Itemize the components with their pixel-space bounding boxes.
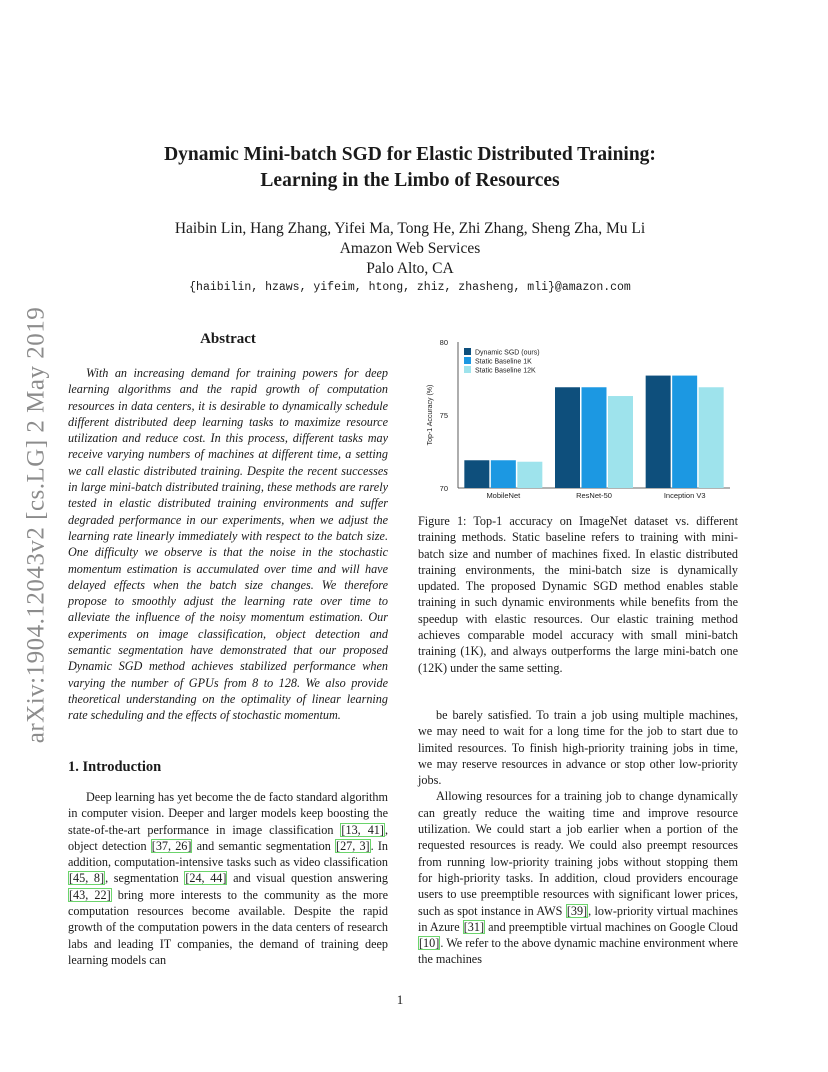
title-line-2: Learning in the Limbo of Resources xyxy=(260,170,560,191)
legend-label: Static Baseline 12K xyxy=(475,367,536,375)
arxiv-stamp xyxy=(20,285,52,765)
x-tick-label: Inception V3 xyxy=(663,491,706,500)
introduction-body xyxy=(68,789,388,968)
accuracy-bar-chart xyxy=(418,333,738,503)
citation-link[interactable]: [27, 3] xyxy=(336,838,370,853)
bar xyxy=(608,396,633,488)
intro-text: and visual question answering xyxy=(227,871,388,886)
legend-label: Dynamic SGD (ours) xyxy=(475,349,540,357)
y-tick-label: 75 xyxy=(439,411,448,420)
y-tick-label: 70 xyxy=(439,484,448,493)
legend-swatch xyxy=(464,348,471,355)
introduction-heading: 1. Introduction xyxy=(68,759,162,775)
bar xyxy=(517,462,542,488)
intro-text: Deep learning has yet become the de facto standard algorithm in computer vision. Deeper and larger models keep boosting the state-of-the-art performance in image classification xyxy=(68,790,388,837)
right-text: and preemptible virtual machines on Google Cloud xyxy=(485,919,738,934)
citation-link[interactable]: [31] xyxy=(463,919,485,934)
bar xyxy=(582,387,607,488)
legend-swatch xyxy=(464,366,471,373)
citation-link[interactable]: [43, 22] xyxy=(69,887,111,902)
citation-link[interactable]: [10] xyxy=(419,936,440,951)
paper-title xyxy=(100,142,720,194)
author-emails: {haibilin, hzaws, yifeim, htong, zhiz, zhasheng, mli}@amazon.com xyxy=(189,281,631,294)
intro-text: , object detection xyxy=(68,822,388,853)
right-text: Allowing resources for a training job to change dynamically can greatly reduce the waiting time and improve resource utilization. We could start a job earlier when a portion of the requested resources is ready. We could also preempt resources from running low-priority training jobs without stopping them for high-priority tasks. In addition, cloud providers encourage users to use preemptible resources with significant lower prices, such as spot instance in AWS xyxy=(418,789,738,918)
page-number: 1 xyxy=(396,992,404,1007)
figure-1 xyxy=(418,333,738,503)
x-tick-label: ResNet-50 xyxy=(576,491,612,500)
bar xyxy=(555,387,580,488)
right-paragraph-2 xyxy=(418,788,738,967)
citation-link[interactable]: [45, 8] xyxy=(69,871,105,886)
x-tick-label: MobileNet xyxy=(486,491,521,500)
citation-link[interactable]: [24, 44] xyxy=(185,871,227,886)
arxiv-stamp-text: arXiv:1904.12043v2 [cs.LG] 2 May 2019 xyxy=(22,306,49,744)
citation-link[interactable]: [37, 26] xyxy=(151,838,192,853)
location: Palo Alto, CA xyxy=(366,260,454,277)
y-tick-label: 80 xyxy=(439,338,448,347)
bar xyxy=(491,460,516,488)
right-column-body xyxy=(418,707,738,968)
y-axis-label: Top-1 Accuracy (%) xyxy=(427,384,434,446)
citation-link[interactable]: [39] xyxy=(566,903,588,918)
legend-label: Static Baseline 1K xyxy=(475,358,532,366)
authors: Haibin Lin, Hang Zhang, Yifei Ma, Tong He, Zhi Zhang, Sheng Zha, Mu Li xyxy=(174,220,646,237)
abstract-heading: Abstract xyxy=(200,331,256,347)
bar xyxy=(464,460,489,488)
intro-text: bring more interests to the community as the more computation resources become available. Despite the rapid growth of the computation powers in the data centers of research labs and leading IT companies, the demand of training deep learning models can xyxy=(68,887,388,967)
abstract-body xyxy=(68,365,388,724)
introduction-paragraph xyxy=(68,789,388,968)
right-text: . We refer to the above dynamic machine environment where the machines xyxy=(418,936,738,967)
citation-link[interactable]: [13, 41] xyxy=(341,822,384,837)
bar xyxy=(699,387,724,488)
legend-swatch xyxy=(464,357,471,364)
right-text: , low-priority virtual machines in Azure xyxy=(418,903,738,934)
bar xyxy=(646,376,671,488)
intro-text: . In addition, computation-intensive tasks such as video classification xyxy=(68,838,388,870)
figure-caption: Figure 1: Top-1 accuracy on ImageNet dataset vs. different training methods. Static baseline refers to training with mini-batch size and number of machines fixed. In elastic distributed training environments, the mini-batch size is dynamically updated. The proposed Dynamic SGD method enables stable training in such dynamic environments while benefits from the speedup with elastic resources. Our elastic training method achieves comparable model accuracy with small mini-batch training (1K), and always outperforms the large mini-batch one (12K) under the same setting. xyxy=(418,514,738,675)
affiliation: Amazon Web Services xyxy=(339,240,481,257)
intro-text: , segmentation xyxy=(105,871,185,886)
intro-text: and semantic segmentation xyxy=(192,838,336,853)
title-line-1: Dynamic Mini-batch SGD for Elastic Distributed Training: xyxy=(164,144,656,165)
abstract-paragraph: With an increasing demand for training powers for deep learning algorithms and the rapid growth of computation resources in data centers, it is desirable to dynamically schedule different distributed deep learning tasks to maximize resource utilization and reduce cost. In this process, different tasks may receive varying numbers of machines at different time, a setting we call elastic distributed training. Despite the recent successes in large mini-batch distributed training, these methods are rarely tested in elastic distributed training environments and suffer degraded performance in our experiments, when we adjust the learning rate linearly immediately with respect to the batch size. One difficulty we observe is that the noise in the stochastic momentum estimation is accumulated over time and will have delayed effects when the batch size changes. We therefore propose to smoothly adjust the learning rate over time to alleviate the influence of the noisy momentum estimation. Our experiments on image classification, object detection and semantic segmentation have demonstrated that our proposed Dynamic SGD method achieves stabilized performance when varying the number of GPUs from 8 to 128. We also provide theoretical understanding on the optimality of linear learning rate scheduling and the effects of stochastic momentum. xyxy=(68,366,388,723)
right-paragraph-1: be barely satisfied. To train a job using multiple machines, we may need to wait for a long time for the job to start due to limited resources. To finish high-priority training jobs in time, we may reserve resources in advance or stop other low-priority jobs. xyxy=(418,708,738,788)
bar xyxy=(672,376,697,488)
